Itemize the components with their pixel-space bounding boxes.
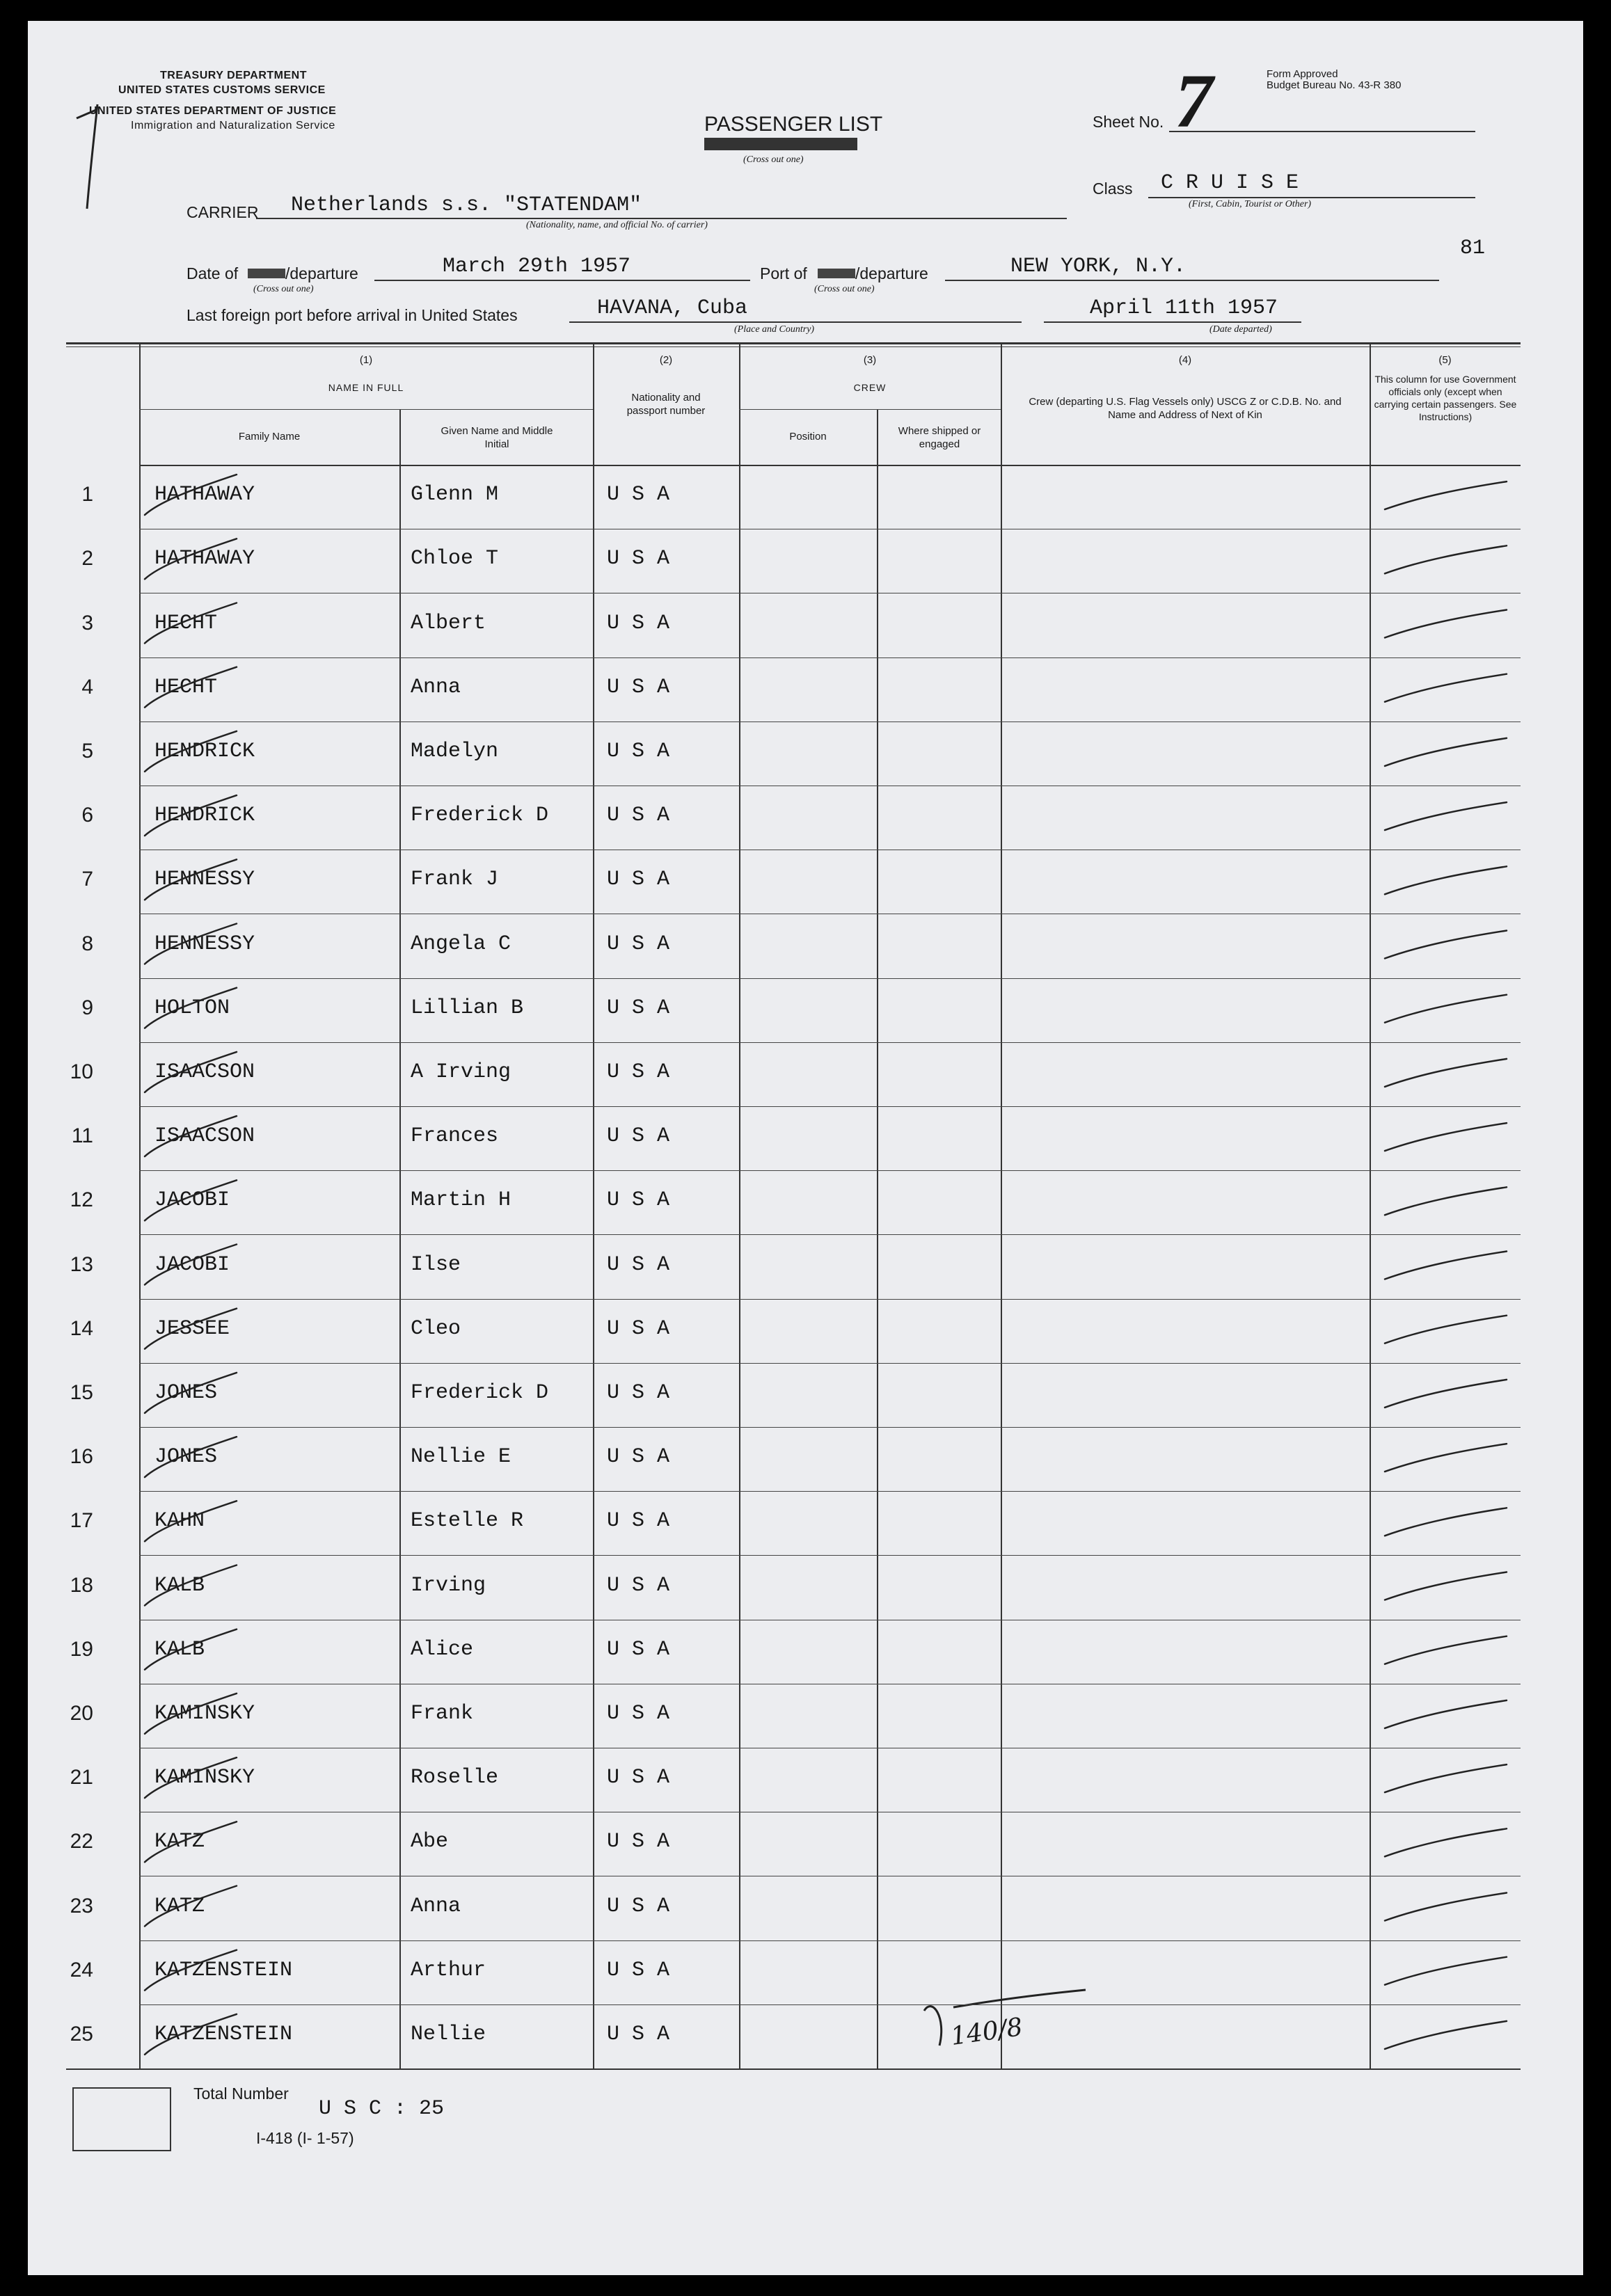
given-name: Anna bbox=[411, 675, 461, 699]
agency-line-2: UNITED STATES CUSTOMS SERVICE bbox=[118, 84, 326, 96]
sheet-number: 7 bbox=[1175, 58, 1213, 143]
given-name: Martin H bbox=[411, 1188, 511, 1213]
col4-number: (4) bbox=[1178, 354, 1192, 366]
col2-title: Nationality and passport number bbox=[626, 392, 706, 417]
given-name: Arthur bbox=[411, 1958, 486, 1982]
row-number: 16 bbox=[70, 1445, 93, 1469]
port-label-b: /departure bbox=[855, 264, 928, 282]
check-tick bbox=[1385, 1252, 1507, 1279]
given-name: Frederick D bbox=[411, 1380, 549, 1405]
check-tick bbox=[145, 1757, 237, 1798]
budget-bureau: Budget Bureau No. 43-R 380 bbox=[1267, 79, 1402, 91]
family-name: KAHN bbox=[154, 1509, 205, 1533]
page-number: 81 bbox=[1460, 237, 1486, 260]
carrier-label: CARRIER bbox=[187, 203, 259, 221]
check-tick bbox=[145, 924, 237, 964]
lastport-label: Last foreign port before arrival in United States bbox=[187, 306, 518, 324]
check-tick bbox=[1385, 1957, 1507, 1985]
nationality: U S A bbox=[607, 804, 670, 828]
check-tick bbox=[145, 795, 237, 836]
given-name: Frederick D bbox=[411, 804, 549, 828]
family-name: ISAACSON bbox=[154, 1060, 255, 1084]
nationality: U S A bbox=[607, 1060, 670, 1084]
row-number: 5 bbox=[81, 739, 93, 763]
check-tick bbox=[145, 603, 237, 644]
row-number: 24 bbox=[70, 1958, 93, 1982]
document-page bbox=[28, 21, 1583, 2275]
col3-number: (3) bbox=[863, 354, 877, 366]
col3-where-header: Where shipped or engaged bbox=[898, 425, 981, 450]
family-name: HENDRICK bbox=[154, 739, 255, 763]
nationality: U S A bbox=[607, 1830, 670, 1854]
given-name: Cleo bbox=[411, 1316, 461, 1341]
nationality: U S A bbox=[607, 868, 670, 892]
handwritten-note: 140/8 bbox=[949, 2012, 1025, 2052]
given-name: Nellie E bbox=[411, 1445, 511, 1469]
col1-title: NAME IN FULL bbox=[328, 382, 404, 393]
carrier-sub: (Nationality, name, and official No. of carrier) bbox=[526, 220, 708, 230]
class-sub: (First, Cabin, Tourist or Other) bbox=[1189, 199, 1312, 209]
row-number: 13 bbox=[70, 1252, 93, 1276]
class-label: Class bbox=[1093, 180, 1133, 198]
row-number: 17 bbox=[70, 1509, 93, 1533]
nationality: U S A bbox=[607, 1124, 670, 1149]
check-tick bbox=[145, 1309, 237, 1349]
family-name: KAMINSKY bbox=[154, 1701, 255, 1725]
family-name: HECHT bbox=[154, 675, 218, 699]
departed-sub: (Date departed) bbox=[1209, 324, 1272, 335]
check-tick bbox=[1385, 1508, 1507, 1536]
col1-given-header: Given Name and Middle Initial bbox=[441, 425, 553, 450]
date-label-a: Date of bbox=[187, 264, 239, 282]
col4-title: Crew (departing U.S. Flag Vessels only) USCG Z or C.D.B. No. and Name and Address of Next of Kin bbox=[1029, 396, 1342, 421]
total-value: U S C : 25 bbox=[319, 2097, 445, 2121]
row-number: 8 bbox=[81, 932, 93, 955]
title-sub: (Cross out one) bbox=[743, 154, 804, 165]
check-tick bbox=[145, 988, 237, 1028]
check-tick bbox=[1385, 1893, 1507, 1921]
nationality: U S A bbox=[607, 1958, 670, 1982]
family-name: KALB bbox=[154, 1573, 205, 1597]
check-tick bbox=[1385, 481, 1507, 509]
row-number: 14 bbox=[70, 1316, 93, 1340]
check-tick bbox=[145, 2014, 237, 2055]
check-tick bbox=[145, 1373, 237, 1413]
given-name: Chloe T bbox=[411, 547, 499, 571]
given-name: Albert bbox=[411, 611, 486, 635]
col1-family-header: Family Name bbox=[238, 431, 301, 443]
check-tick bbox=[1385, 866, 1507, 894]
check-tick bbox=[1385, 1059, 1507, 1087]
row-number: 1 bbox=[81, 483, 93, 507]
check-tick bbox=[145, 1629, 237, 1670]
check-tick bbox=[1385, 1828, 1507, 1856]
col3-position-header: Position bbox=[789, 431, 827, 443]
lastport-sub: (Place and Country) bbox=[734, 324, 815, 335]
row-number: 2 bbox=[81, 547, 93, 571]
family-name: HENDRICK bbox=[154, 804, 255, 828]
given-name: Roselle bbox=[411, 1766, 499, 1790]
check-tick bbox=[145, 1180, 237, 1220]
given-name: Angela C bbox=[411, 932, 511, 956]
family-name: JESSEE bbox=[154, 1316, 230, 1341]
row-number: 7 bbox=[81, 868, 93, 891]
check-tick bbox=[145, 1950, 237, 1991]
nationality: U S A bbox=[607, 1637, 670, 1661]
row-number: 18 bbox=[70, 1573, 93, 1597]
check-tick bbox=[1385, 802, 1507, 830]
family-name: HENNESSY bbox=[154, 932, 255, 956]
total-label: Total Number bbox=[193, 2084, 289, 2103]
given-name: Frances bbox=[411, 1124, 499, 1149]
family-name: KATZ bbox=[154, 1830, 205, 1854]
check-tick bbox=[145, 1501, 237, 1541]
given-name: Irving bbox=[411, 1573, 486, 1597]
check-tick bbox=[145, 1116, 237, 1156]
check-tick bbox=[1385, 995, 1507, 1023]
check-tick bbox=[1385, 1700, 1507, 1728]
family-name: KALB bbox=[154, 1637, 205, 1661]
family-name: HATHAWAY bbox=[154, 547, 255, 571]
port-sub: (Cross out one) bbox=[814, 284, 875, 294]
given-name: Madelyn bbox=[411, 739, 499, 763]
row-number: 11 bbox=[71, 1124, 93, 1148]
nationality: U S A bbox=[607, 1509, 670, 1533]
sheet-label: Sheet No. bbox=[1093, 113, 1164, 131]
family-name: JONES bbox=[154, 1445, 218, 1469]
family-name: KATZ bbox=[154, 1894, 205, 1918]
check-tick bbox=[145, 1821, 237, 1862]
nationality: U S A bbox=[607, 1445, 670, 1469]
form-id: I-418 (I- 1-57) bbox=[256, 2129, 354, 2147]
check-tick bbox=[145, 1693, 237, 1734]
check-tick bbox=[1385, 1187, 1507, 1215]
given-name: Ilse bbox=[411, 1252, 461, 1277]
check-tick bbox=[1385, 1444, 1507, 1472]
nationality: U S A bbox=[607, 675, 670, 699]
row-number: 4 bbox=[81, 675, 93, 699]
family-name: HECHT bbox=[154, 611, 218, 635]
col5-number: (5) bbox=[1438, 354, 1452, 366]
nationality: U S A bbox=[607, 547, 670, 571]
nationality: U S A bbox=[607, 1701, 670, 1725]
family-name: HENNESSY bbox=[154, 868, 255, 892]
nationality: U S A bbox=[607, 1894, 670, 1918]
row-number: 19 bbox=[70, 1637, 93, 1661]
nationality: U S A bbox=[607, 1252, 670, 1277]
col2-number: (2) bbox=[659, 354, 673, 366]
given-name: A Irving bbox=[411, 1060, 511, 1084]
row-number: 21 bbox=[70, 1766, 93, 1789]
family-name: KATZENSTEIN bbox=[154, 2022, 293, 2046]
nationality: U S A bbox=[607, 483, 670, 507]
agency-line-4: Immigration and Naturalization Service bbox=[131, 120, 335, 131]
family-name: JACOBI bbox=[154, 1252, 230, 1277]
given-name: Lillian B bbox=[411, 996, 524, 1020]
check-tick bbox=[1385, 1380, 1507, 1408]
row-number: 20 bbox=[70, 1701, 93, 1725]
row-number: 25 bbox=[70, 2022, 93, 2046]
nationality: U S A bbox=[607, 1573, 670, 1597]
form-title: PASSENGER LIST bbox=[704, 113, 883, 136]
date-sub: (Cross out one) bbox=[253, 284, 314, 294]
check-tick bbox=[145, 1886, 237, 1927]
check-tick bbox=[1385, 738, 1507, 766]
check-tick bbox=[1385, 931, 1507, 959]
agency-line-3: UNITED STATES DEPARTMENT OF JUSTICE bbox=[89, 105, 337, 117]
check-tick bbox=[145, 475, 237, 515]
port-value: NEW YORK, N.Y. bbox=[1010, 255, 1187, 278]
nationality: U S A bbox=[607, 1380, 670, 1405]
family-name: JACOBI bbox=[154, 1188, 230, 1213]
nationality: U S A bbox=[607, 1766, 670, 1790]
given-name: Abe bbox=[411, 1830, 449, 1854]
row-number: 9 bbox=[81, 996, 93, 1019]
check-tick bbox=[145, 1565, 237, 1606]
check-tick bbox=[1385, 1572, 1507, 1600]
check-tick bbox=[1385, 1636, 1507, 1664]
check-tick bbox=[1385, 1316, 1507, 1344]
carrier-value: Netherlands s.s. "STATENDAM" bbox=[291, 193, 642, 217]
given-name: Frank bbox=[411, 1701, 474, 1725]
nationality: U S A bbox=[607, 739, 670, 763]
agency-line-1: TREASURY DEPARTMENT bbox=[160, 70, 307, 81]
nationality: U S A bbox=[607, 611, 670, 635]
check-tick bbox=[1385, 610, 1507, 638]
given-name: Alice bbox=[411, 1637, 474, 1661]
given-name: Estelle R bbox=[411, 1509, 524, 1533]
margin-stroke bbox=[87, 104, 97, 209]
row-number: 23 bbox=[70, 1894, 93, 1918]
departed-value: April 11th 1957 bbox=[1090, 296, 1278, 320]
port-label-a: Port of bbox=[760, 264, 807, 282]
check-tick bbox=[145, 1437, 237, 1477]
family-name: JONES bbox=[154, 1380, 218, 1405]
check-tick bbox=[145, 667, 237, 708]
check-tick bbox=[145, 859, 237, 900]
given-name: Nellie bbox=[411, 2022, 486, 2046]
nationality: U S A bbox=[607, 932, 670, 956]
row-number: 10 bbox=[70, 1060, 93, 1083]
col5-title: This column for use Government officials only (except when carrying certain passengers. See Instructions) bbox=[1374, 374, 1517, 422]
nationality: U S A bbox=[607, 2022, 670, 2046]
check-tick bbox=[1385, 545, 1507, 573]
check-tick bbox=[145, 539, 237, 579]
row-number: 6 bbox=[81, 804, 93, 827]
given-name: Anna bbox=[411, 1894, 461, 1918]
form-approved: Form Approved bbox=[1267, 68, 1338, 80]
check-tick bbox=[1385, 674, 1507, 702]
row-number: 12 bbox=[70, 1188, 93, 1212]
family-name: HOLTON bbox=[154, 996, 230, 1020]
check-tick bbox=[145, 731, 237, 772]
check-tick bbox=[1385, 1123, 1507, 1151]
row-number: 22 bbox=[70, 1830, 93, 1853]
given-name: Frank J bbox=[411, 868, 499, 892]
date-label-b: /departure bbox=[285, 264, 358, 282]
family-name: KAMINSKY bbox=[154, 1766, 255, 1790]
lastport-value: HAVANA, Cuba bbox=[597, 296, 748, 320]
date-value: March 29th 1957 bbox=[443, 255, 631, 278]
family-name: ISAACSON bbox=[154, 1124, 255, 1149]
nationality: U S A bbox=[607, 1316, 670, 1341]
row-number: 3 bbox=[81, 611, 93, 635]
col1-number: (1) bbox=[359, 354, 373, 366]
col3-title: CREW bbox=[853, 382, 887, 393]
check-tick bbox=[1385, 2021, 1507, 2049]
signature-mark bbox=[924, 1990, 1086, 2046]
given-name: Glenn M bbox=[411, 483, 499, 507]
row-number: 15 bbox=[70, 1380, 93, 1404]
nationality: U S A bbox=[607, 996, 670, 1020]
check-tick bbox=[1385, 1764, 1507, 1792]
handwritten-marks bbox=[28, 21, 1583, 2275]
check-tick bbox=[145, 1052, 237, 1092]
nationality: U S A bbox=[607, 1188, 670, 1213]
class-value: C R U I S E bbox=[1161, 171, 1299, 195]
check-tick bbox=[145, 1245, 237, 1285]
family-name: KATZENSTEIN bbox=[154, 1958, 293, 1982]
family-name: HATHAWAY bbox=[154, 483, 255, 507]
